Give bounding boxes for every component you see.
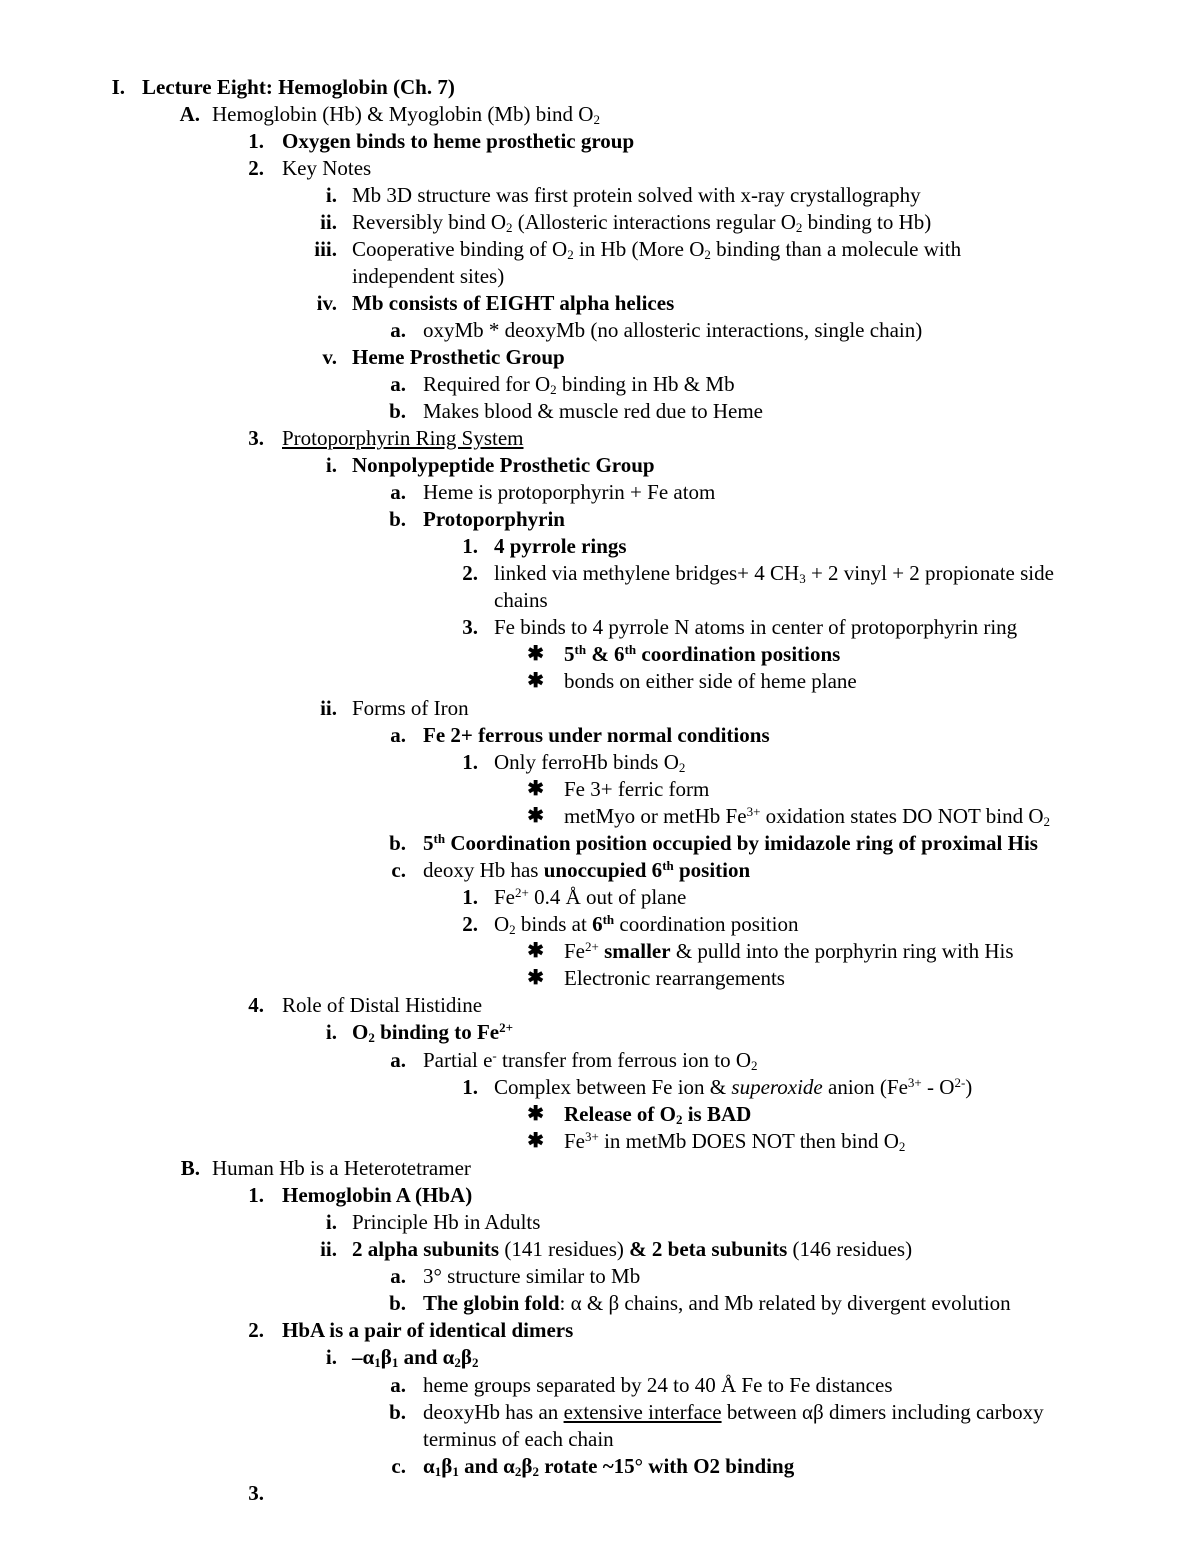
bullet-star-icon: ✱ bbox=[527, 643, 544, 665]
outline-marker: 1. bbox=[248, 129, 264, 153]
text-run: Complex between Fe ion & bbox=[494, 1075, 732, 1099]
text-run: 2 bbox=[593, 112, 600, 127]
outline-text bbox=[564, 644, 840, 665]
text-run: (141 residues) bbox=[499, 1237, 630, 1261]
outline-text bbox=[494, 536, 627, 557]
outline-text bbox=[423, 374, 735, 395]
outline-text bbox=[423, 1375, 893, 1396]
outline-text bbox=[423, 833, 1038, 854]
text-run: 2 bbox=[898, 1139, 906, 1154]
outline-text bbox=[352, 266, 504, 287]
text-run: 3° structure similar to Mb bbox=[423, 1264, 641, 1288]
text-run: in metMb DOES NOT then bind O bbox=[598, 1129, 899, 1153]
text-run: 3+ bbox=[907, 1075, 922, 1090]
outline-text bbox=[423, 860, 750, 881]
text-run: binding than a molecule with bbox=[710, 237, 962, 261]
text-run: th bbox=[574, 642, 587, 657]
text-run: Key Notes bbox=[282, 156, 372, 180]
outline-text bbox=[564, 806, 1050, 827]
outline-text bbox=[282, 1320, 573, 1341]
outline-text bbox=[423, 509, 565, 530]
text-run: Makes blood & muscle red due to Heme bbox=[423, 399, 763, 423]
text-run: 5 bbox=[423, 831, 434, 855]
outline-marker: 4. bbox=[248, 993, 264, 1017]
text-run: anion (Fe bbox=[822, 1075, 908, 1099]
outline-text bbox=[423, 1429, 614, 1450]
outline-text bbox=[564, 779, 709, 800]
text-run: : α & β chains, and Mb related by divergent evolution bbox=[559, 1291, 1011, 1315]
text-run: The globin fold bbox=[423, 1291, 560, 1315]
text-run: 2 bbox=[675, 1112, 683, 1127]
outline-text bbox=[494, 617, 1017, 638]
outline-text bbox=[494, 590, 548, 611]
text-run: th bbox=[662, 858, 674, 873]
text-run: + 2 vinyl + 2 propionate side bbox=[805, 561, 1054, 585]
outline-marker: ii. bbox=[320, 1237, 337, 1261]
text-run: & 2 beta subunits bbox=[629, 1237, 788, 1261]
text-run: Oxygen binds to heme prosthetic group bbox=[282, 129, 635, 153]
text-run: Protoporphyrin bbox=[423, 507, 565, 531]
text-run: 3+ bbox=[585, 1129, 599, 1144]
outline-text bbox=[352, 1239, 912, 1260]
outline-text bbox=[142, 77, 455, 98]
text-run: oxidation states DO NOT bind O bbox=[760, 804, 1044, 828]
text-run: 2 bbox=[1043, 814, 1050, 829]
text-run: binding to Hb) bbox=[802, 210, 932, 234]
bullet-star-icon: ✱ bbox=[527, 940, 544, 962]
outline-text bbox=[564, 671, 857, 692]
text-run: 4 pyrrole rings bbox=[494, 534, 627, 558]
text-run: 2 bbox=[751, 1058, 758, 1073]
text-run: th bbox=[602, 912, 615, 927]
text-run: 2 bbox=[454, 1355, 461, 1370]
bullet-star-icon: ✱ bbox=[527, 805, 544, 827]
text-run: 3 bbox=[799, 571, 806, 586]
text-run: ) bbox=[965, 1075, 973, 1099]
outline-marker: a. bbox=[390, 1264, 406, 1288]
outline-marker: 2. bbox=[248, 156, 264, 180]
outline-marker: a. bbox=[390, 372, 406, 396]
outline-marker: B. bbox=[180, 1156, 200, 1180]
text-run: β bbox=[441, 1454, 453, 1478]
outline-marker: i. bbox=[325, 1345, 337, 1369]
text-run: Partial e bbox=[423, 1048, 493, 1072]
outline-marker: a. bbox=[390, 723, 406, 747]
text-run: superoxide bbox=[731, 1075, 823, 1099]
outline-marker: b. bbox=[389, 399, 406, 423]
text-run: 2 bbox=[678, 760, 686, 775]
bullet-star-icon: ✱ bbox=[527, 1130, 544, 1152]
text-run: binding to Fe bbox=[374, 1020, 500, 1044]
outline-marker: 2. bbox=[248, 1318, 264, 1342]
outline-marker: iv. bbox=[316, 291, 337, 315]
text-run: Fe 2+ ferrous under normal conditions bbox=[423, 723, 770, 747]
text-run: α bbox=[423, 1454, 435, 1478]
outline-marker: b. bbox=[389, 1400, 406, 1424]
text-run: (Allosteric interactions regular O bbox=[512, 210, 796, 234]
outline-text bbox=[352, 185, 921, 206]
text-run: Forms of Iron bbox=[352, 696, 469, 720]
outline-marker: c. bbox=[391, 1454, 406, 1478]
outline-text bbox=[494, 752, 685, 773]
text-run: & 6 bbox=[586, 642, 625, 666]
bullet-star-icon: ✱ bbox=[527, 1103, 544, 1125]
outline-marker: I. bbox=[111, 75, 125, 99]
outline-text bbox=[564, 1131, 905, 1152]
text-run: 2 bbox=[514, 1464, 522, 1479]
text-run: 2 alpha subunits bbox=[352, 1237, 500, 1261]
outline-marker: i. bbox=[325, 453, 337, 477]
outline-marker: 3. bbox=[462, 615, 478, 639]
outline-marker: a. bbox=[390, 318, 406, 342]
text-run: unoccupied 6 bbox=[543, 858, 663, 882]
outline-marker: 1. bbox=[248, 1183, 264, 1207]
text-run: Fe bbox=[494, 885, 515, 909]
outline-marker: b. bbox=[389, 507, 406, 531]
outline-text bbox=[212, 1158, 471, 1179]
text-run: 2+ bbox=[585, 939, 599, 954]
outline-marker: ii. bbox=[320, 210, 337, 234]
text-run: Heme Prosthetic Group bbox=[352, 345, 565, 369]
outline-text bbox=[423, 1050, 758, 1071]
outline-marker: b. bbox=[389, 1291, 406, 1315]
text-run: Principle Hb in Adults bbox=[352, 1210, 541, 1234]
text-run: th bbox=[624, 642, 637, 657]
text-run: heme groups separated by 24 to 40 Å Fe to Fe distances bbox=[423, 1373, 893, 1397]
text-run: 3+ bbox=[746, 804, 761, 819]
text-run: Only ferroHb binds O bbox=[494, 750, 679, 774]
text-run: 2 bbox=[550, 382, 557, 397]
bullet-star-icon: ✱ bbox=[527, 670, 544, 692]
outline-text bbox=[423, 1456, 794, 1477]
outline-text bbox=[494, 914, 798, 935]
text-run: HbA is a pair of identical dimers bbox=[282, 1318, 574, 1342]
text-run: Fe bbox=[564, 939, 585, 963]
outline-marker: a. bbox=[390, 1048, 406, 1072]
text-run: –α bbox=[352, 1345, 375, 1369]
text-run: binding in Hb & Mb bbox=[556, 372, 735, 396]
text-run: (146 residues) bbox=[787, 1237, 913, 1261]
bullet-star-icon: ✱ bbox=[527, 967, 544, 989]
text-run: & pulld into the porphyrin ring with His bbox=[670, 939, 1014, 963]
text-run: 0.4 Å out of plane bbox=[528, 885, 687, 909]
text-run: Heme is protoporphyrin + Fe atom bbox=[423, 480, 716, 504]
outline-text bbox=[423, 1266, 640, 1287]
outline-marker: 1. bbox=[462, 750, 478, 774]
outline-text bbox=[494, 563, 1054, 584]
text-run: Cooperative binding of O bbox=[352, 237, 568, 261]
text-run: 1 bbox=[452, 1464, 459, 1479]
outline-text bbox=[282, 428, 524, 449]
outline-text bbox=[352, 1022, 513, 1043]
outline-marker: A. bbox=[179, 102, 200, 126]
text-run: extensive interface bbox=[563, 1400, 722, 1424]
outline-marker: 3. bbox=[248, 426, 264, 450]
text-run: coordination positions bbox=[636, 642, 841, 666]
text-run: metMyo or metHb Fe bbox=[564, 804, 747, 828]
text-run: Fe 3+ ferric form bbox=[564, 777, 710, 801]
text-run: position bbox=[673, 858, 751, 882]
text-run: 5 bbox=[564, 642, 575, 666]
text-run: 1 bbox=[374, 1355, 381, 1370]
text-run: β bbox=[380, 1345, 392, 1369]
outline-marker: iii. bbox=[314, 237, 337, 261]
text-run: O bbox=[352, 1020, 369, 1044]
outline-text bbox=[282, 131, 634, 152]
text-run: coordination position bbox=[614, 912, 799, 936]
text-run: Nonpolypeptide Prosthetic Group bbox=[352, 453, 655, 477]
text-run: 1 bbox=[434, 1464, 442, 1479]
outline-text bbox=[352, 212, 931, 233]
outline-text bbox=[494, 1077, 972, 1098]
outline-marker: a. bbox=[390, 480, 406, 504]
outline-marker: a. bbox=[390, 1373, 406, 1397]
text-run: independent sites) bbox=[352, 264, 505, 288]
text-run: bonds on either side of heme plane bbox=[564, 669, 857, 693]
text-run: oxyMb * deoxyMb (no allosteric interactions, single chain) bbox=[423, 318, 923, 342]
text-run: rotate ~15° with O2 binding bbox=[538, 1454, 795, 1478]
outline-marker: 1. bbox=[462, 1075, 478, 1099]
text-run: 1 bbox=[391, 1355, 399, 1370]
outline-marker: b. bbox=[389, 831, 406, 855]
text-run: 2+ bbox=[515, 885, 529, 900]
text-run: β bbox=[521, 1454, 533, 1478]
text-run: linked via methylene bridges+ 4 CH bbox=[494, 561, 800, 585]
text-run: Required for O bbox=[423, 372, 551, 396]
outline-text bbox=[212, 104, 600, 125]
text-run: Hemoglobin (Hb) & Myoglobin (Mb) bind O bbox=[212, 102, 594, 126]
outline-text bbox=[282, 995, 482, 1016]
outline-text bbox=[423, 401, 763, 422]
text-run: 2 bbox=[368, 1030, 375, 1045]
text-run: 2- bbox=[954, 1075, 966, 1090]
outline-marker: 3. bbox=[248, 1481, 264, 1505]
text-run: terminus of each chain bbox=[423, 1427, 614, 1451]
outline-marker: i. bbox=[325, 183, 337, 207]
outline-text bbox=[423, 1402, 1044, 1423]
outline-text bbox=[423, 1293, 1011, 1314]
text-run: binds at bbox=[515, 912, 593, 936]
text-run: Mb 3D structure was first protein solved with x-ray crystallography bbox=[352, 183, 921, 207]
outline-text bbox=[423, 725, 770, 746]
outline-marker: i. bbox=[325, 1210, 337, 1234]
text-run: Mb consists of EIGHT alpha helices bbox=[352, 291, 675, 315]
text-run: smaller bbox=[598, 939, 671, 963]
outline-text bbox=[352, 1347, 478, 1368]
text-run: 6 bbox=[592, 912, 603, 936]
text-run: 2 bbox=[795, 220, 803, 235]
text-run: Lecture Eight: Hemoglobin (Ch. 7) bbox=[142, 75, 455, 99]
outline-marker: 1. bbox=[462, 534, 478, 558]
text-run: 2+ bbox=[499, 1020, 514, 1035]
text-run: th bbox=[433, 831, 446, 846]
text-run: is BAD bbox=[682, 1102, 752, 1126]
text-run: between αβ dimers including carboxy bbox=[721, 1400, 1044, 1424]
text-run: Reversibly bind O bbox=[352, 210, 506, 234]
outline-text bbox=[352, 293, 674, 314]
outline-text bbox=[423, 482, 715, 503]
text-run: 2 bbox=[471, 1355, 479, 1370]
outline-text bbox=[352, 455, 655, 476]
text-run: - bbox=[492, 1048, 497, 1063]
outline-text bbox=[564, 968, 785, 989]
text-run: β bbox=[460, 1345, 472, 1369]
outline-text bbox=[564, 1104, 751, 1125]
text-run: 2 bbox=[532, 1464, 539, 1479]
text-run: deoxyHb has an bbox=[423, 1400, 564, 1424]
text-run: 2 bbox=[505, 220, 513, 235]
outline-marker: v. bbox=[322, 345, 337, 369]
text-run: Role of Distal Histidine bbox=[282, 993, 483, 1017]
text-run: - O bbox=[921, 1075, 955, 1099]
outline-text bbox=[352, 1212, 540, 1233]
text-run: and α bbox=[398, 1345, 455, 1369]
text-run: 2 bbox=[567, 247, 574, 262]
bullet-star-icon: ✱ bbox=[527, 778, 544, 800]
text-run: Electronic rearrangements bbox=[564, 966, 785, 990]
text-run: Release of O bbox=[564, 1102, 676, 1126]
text-run: Hemoglobin A (HbA) bbox=[282, 1183, 473, 1207]
text-run: 2 bbox=[509, 922, 516, 937]
outline-text bbox=[494, 887, 686, 908]
text-run: O bbox=[494, 912, 510, 936]
outline-text bbox=[282, 158, 371, 179]
text-run: Coordination position occupied by imidazole ring of proximal His bbox=[445, 831, 1038, 855]
outline-marker: c. bbox=[391, 858, 406, 882]
outline-marker: 2. bbox=[462, 561, 478, 585]
outline-text bbox=[423, 320, 922, 341]
outline-marker: ii. bbox=[320, 696, 337, 720]
text-run: and α bbox=[458, 1454, 515, 1478]
text-run: Human Hb is a Heterotetramer bbox=[212, 1156, 471, 1180]
text-run: in Hb (More O bbox=[573, 237, 705, 261]
outline-text bbox=[352, 698, 469, 719]
text-run: chains bbox=[494, 588, 548, 612]
outline-text bbox=[564, 941, 1014, 962]
text-run: deoxy Hb has bbox=[423, 858, 544, 882]
outline-marker: i. bbox=[325, 1020, 337, 1044]
outline-marker: 1. bbox=[462, 885, 478, 909]
text-run: Fe binds to 4 pyrrole N atoms in center of protoporphyrin ring bbox=[494, 615, 1018, 639]
outline-text bbox=[352, 239, 961, 260]
text-run: 2 bbox=[704, 247, 711, 262]
outline-text bbox=[352, 347, 565, 368]
text-run: transfer from ferrous ion to O bbox=[496, 1048, 751, 1072]
outline-text bbox=[282, 1185, 472, 1206]
text-run: Fe bbox=[564, 1129, 585, 1153]
text-run: Protoporphyrin Ring System bbox=[282, 426, 524, 450]
outline-marker: 2. bbox=[462, 912, 478, 936]
